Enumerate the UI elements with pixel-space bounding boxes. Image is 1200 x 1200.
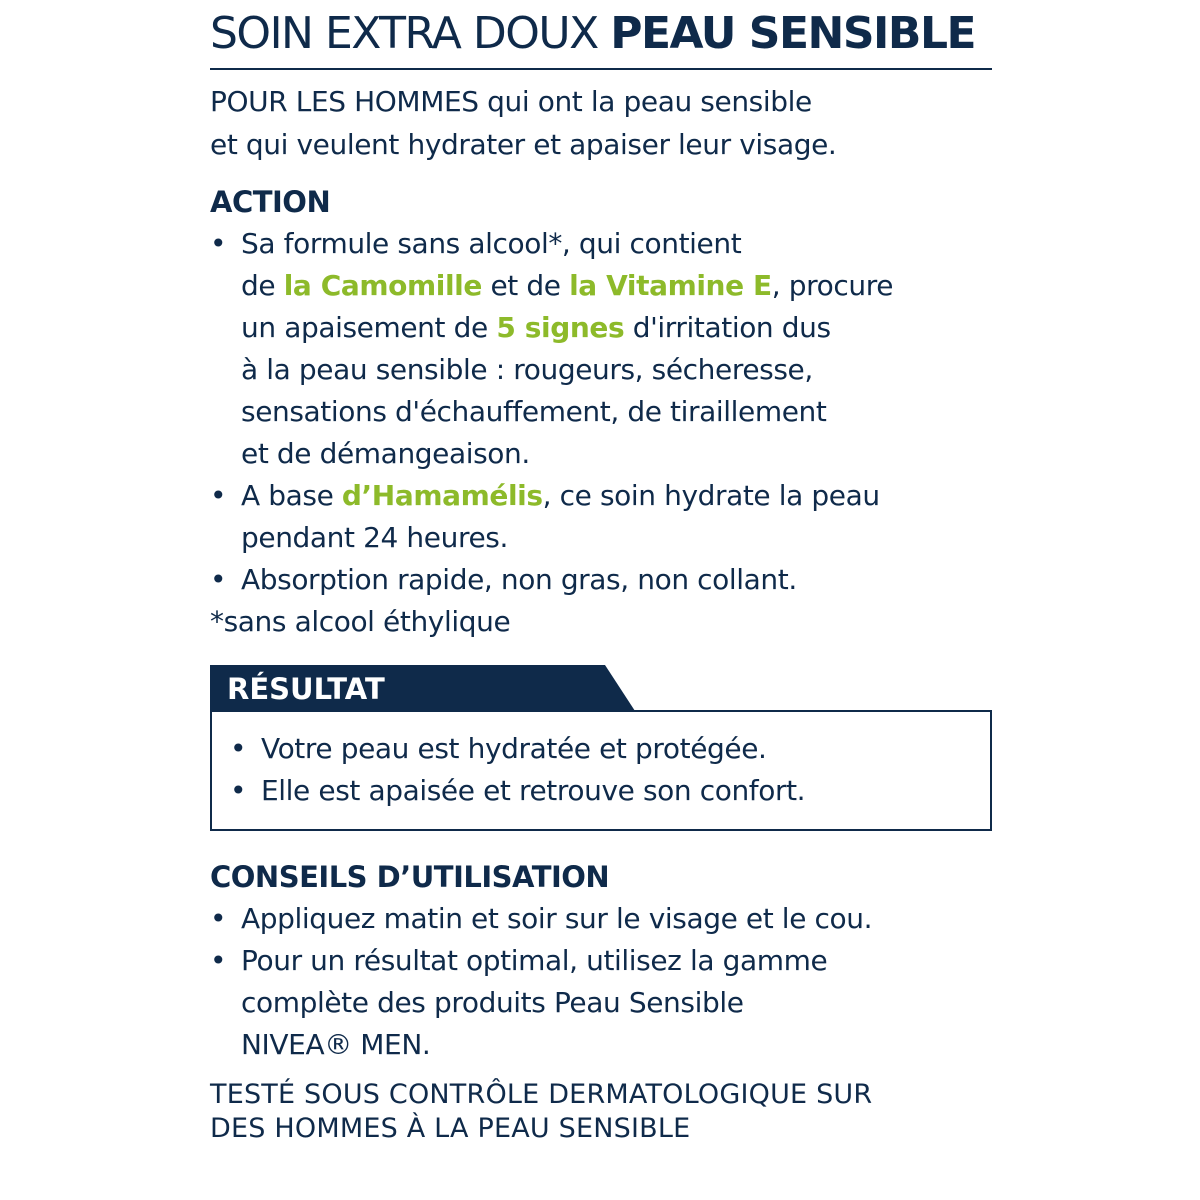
conseils-b2-line-2: complète des produits Peau Sensible xyxy=(241,986,744,1019)
action-bullet-1 xyxy=(210,223,893,475)
conseils-section xyxy=(210,856,872,1066)
action-b1-line-6: et de démangeaison. xyxy=(241,437,530,470)
title-divider xyxy=(210,68,992,70)
footnote: *sans alcool éthylique xyxy=(210,605,511,638)
action-bullet-3 xyxy=(210,559,893,601)
conseils-b2-line-3: NIVEA® MEN. xyxy=(241,1028,431,1061)
text-segment: , procure xyxy=(771,269,894,302)
bullet-icon: • xyxy=(210,563,227,596)
intro-line-2: et qui veulent hydrater et apaiser leur visage. xyxy=(210,128,837,161)
bullet-icon: • xyxy=(230,732,247,765)
resultat-item-2 xyxy=(230,770,805,812)
action-b1-line-3 xyxy=(241,307,893,349)
action-b1-line-5: sensations d'échauffement, de tiraillement xyxy=(241,395,827,428)
resultat-tab xyxy=(210,665,635,711)
title-bold: PEAU SENSIBLE xyxy=(610,8,976,59)
intro-line-1: POUR LES HOMMES qui ont la peau sensible xyxy=(210,85,812,118)
bullet-icon: • xyxy=(210,227,227,260)
dermatological-test-statement xyxy=(210,1078,872,1146)
page-title xyxy=(210,6,992,62)
text-segment: de xyxy=(241,269,284,302)
conseils-bullet-2 xyxy=(210,940,872,1066)
action-section xyxy=(210,181,893,643)
text-segment: , ce soin hydrate la peau xyxy=(542,479,880,512)
resultat-heading: RÉSULTAT xyxy=(227,672,385,706)
bullet-icon: • xyxy=(210,902,227,935)
bullet-icon: • xyxy=(230,774,247,807)
action-b1-line-2 xyxy=(241,265,893,307)
resultat-box xyxy=(210,710,992,831)
intro-text xyxy=(210,80,836,166)
title-light: SOIN EXTRA DOUX xyxy=(210,8,611,59)
resultat-item-text: Elle est apaisée et retrouve son confort. xyxy=(261,774,806,807)
highlight-5-signes: 5 signes xyxy=(496,311,625,344)
resultat-item-1 xyxy=(230,728,805,770)
action-b1-line-4: à la peau sensible : rougeurs, sécheresse, xyxy=(241,353,813,386)
text-segment: et de xyxy=(481,269,570,302)
action-list xyxy=(210,223,893,601)
tested-line-1: TESTÉ SOUS CONTRÔLE DERMATOLOGIQUE SUR xyxy=(210,1079,873,1110)
text-segment: un apaisement de xyxy=(241,311,497,344)
conseils-list xyxy=(210,898,872,1066)
text-segment: d'irritation dus xyxy=(624,311,831,344)
conseils-b2-line-1: Pour un résultat optimal, utilisez la gamme xyxy=(241,944,828,977)
conseils-bullet-1 xyxy=(210,898,872,940)
bullet-icon: • xyxy=(210,944,227,977)
highlight-vitamine-e: la Vitamine E xyxy=(569,269,772,302)
resultat-item-text: Votre peau est hydratée et protégée. xyxy=(261,732,767,765)
action-b1-line-1: Sa formule sans alcool*, qui contient xyxy=(241,227,742,260)
action-b2-line-2: pendant 24 heures. xyxy=(241,521,508,554)
text-segment: A base xyxy=(241,479,342,512)
conseils-heading: CONSEILS D’UTILISATION xyxy=(210,860,610,894)
action-b3-line-1: Absorption rapide, non gras, non collant. xyxy=(241,563,797,596)
conseils-b1-line-1: Appliquez matin et soir sur le visage et le cou. xyxy=(241,902,873,935)
resultat-list xyxy=(230,728,805,812)
highlight-hamamelis: d’Hamamélis xyxy=(341,479,543,512)
bullet-icon: • xyxy=(210,479,227,512)
action-b2-line-1 xyxy=(241,475,893,517)
product-info-panel xyxy=(210,0,992,1200)
action-heading: ACTION xyxy=(210,185,331,219)
tested-line-2: DES HOMMES À LA PEAU SENSIBLE xyxy=(210,1113,691,1144)
highlight-camomille: la Camomille xyxy=(283,269,482,302)
action-bullet-2 xyxy=(210,475,893,559)
